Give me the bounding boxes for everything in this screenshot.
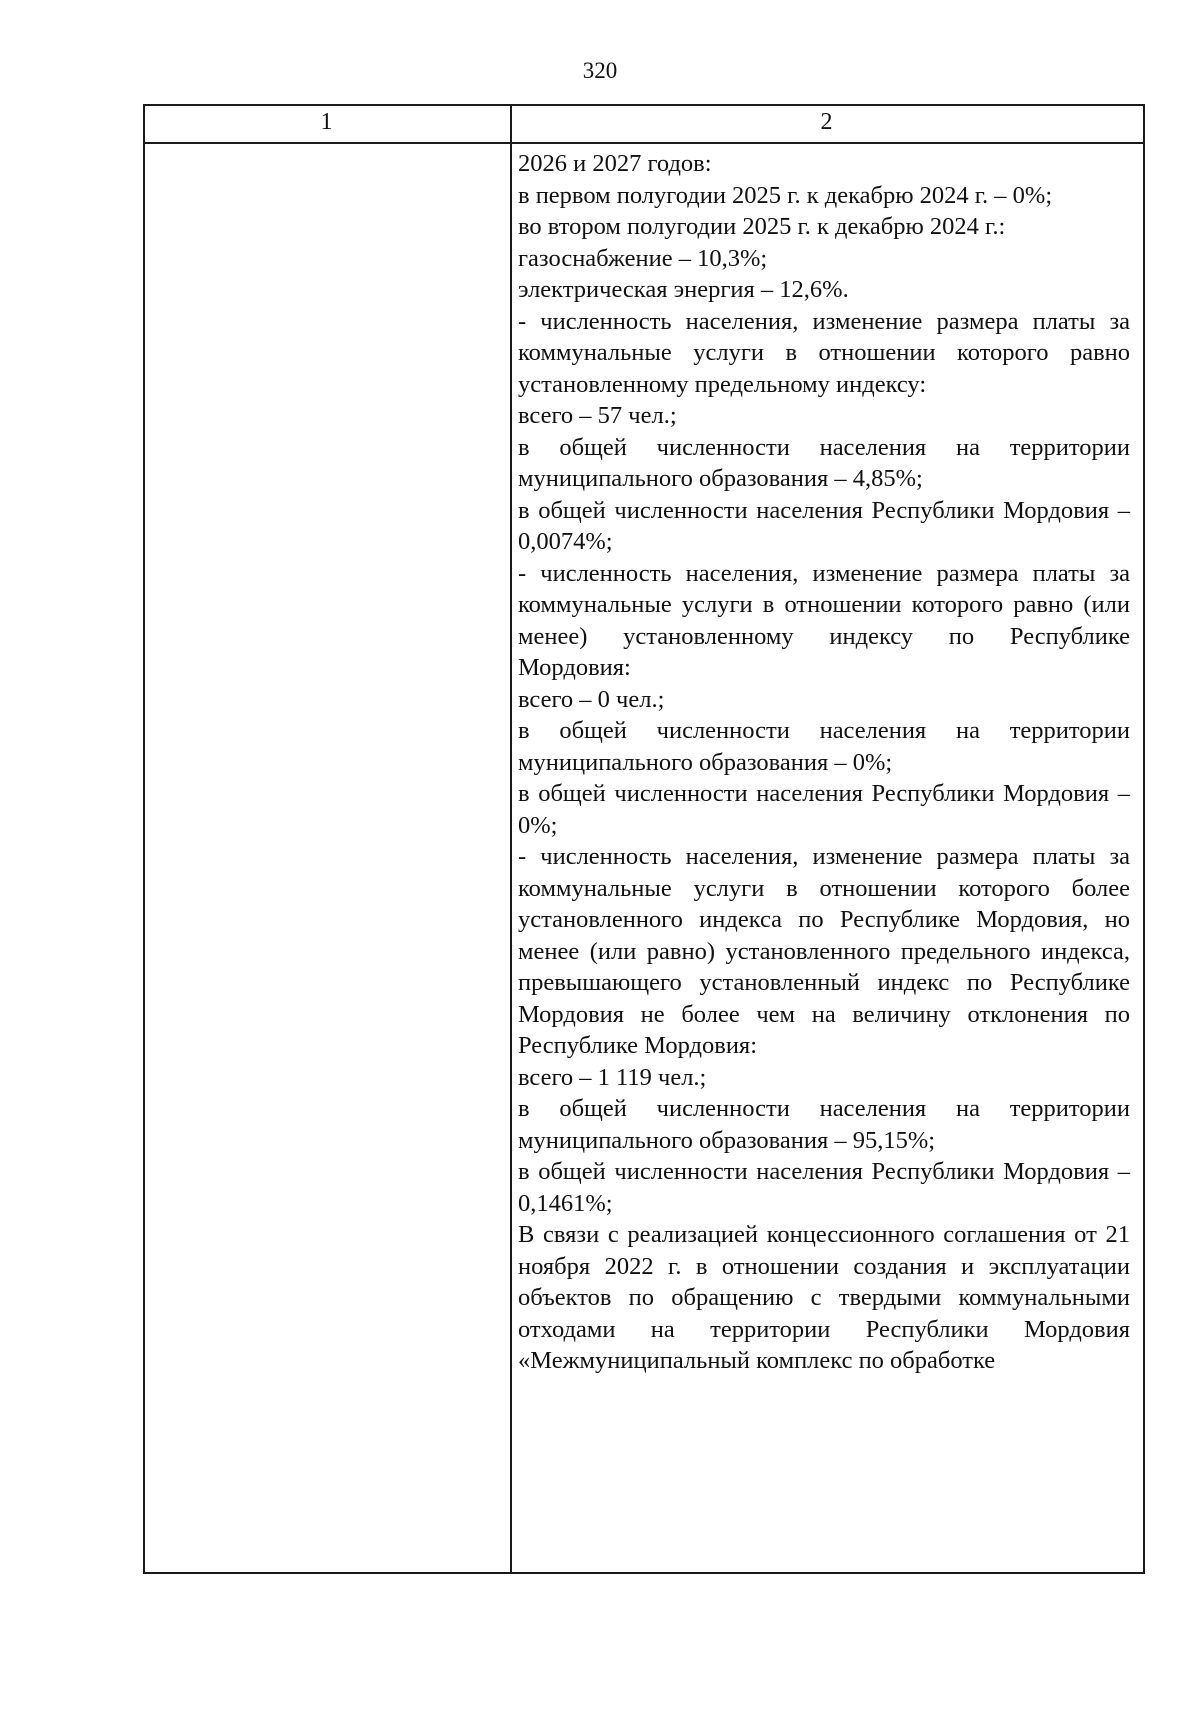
page-number: 320	[582, 58, 618, 83]
paragraph-share-republic-00074: в общей численности населения Республики Мордовия – 0,0074%;	[518, 496, 1130, 555]
paragraph-population-equal-index: - численность населения, изменение размера платы за коммунальные услуги в отношении которого равно (или менее) установленному индексу по Республике Мордовия:	[518, 559, 1130, 681]
column-2-text	[518, 148, 1130, 1377]
column-header-1: 1	[320, 109, 333, 135]
paragraph-total-1119: всего – 1 119 чел.;	[518, 1063, 707, 1091]
paragraph-years: 2026 и 2027 годов:	[518, 150, 712, 177]
paragraph-total-57: всего – 57 чел.;	[518, 402, 677, 429]
paragraph-concession-agreement: В связи с реализацией концессионного соглашения от 21 ноября 2022 г. в отношении создания и эксплуатации объектов по обращению с твердыми коммунальными отходами на территории Республики Мордовия «Межмуниципальный комплекс по обработке	[518, 1221, 1130, 1374]
paragraph-share-municipal-9515: в общей численности населения на территории муниципального образования – 95,15%;	[518, 1095, 1130, 1154]
paragraph-second-half-2025: во втором полугодии 2025 г. к декабрю 2024 г.:	[518, 213, 1006, 240]
document-table	[143, 104, 1143, 1572]
column-header-2: 2	[820, 109, 833, 135]
table-header-row	[143, 104, 1143, 144]
paragraph-total-0: всего – 0 чел.;	[518, 685, 665, 713]
paragraph-population-above-index: - численность населения, изменение размера платы за коммунальные услуги в отношении которого более установленного индекса по Республике Мордовия, но менее (или равно) установленного предельного индекса, превышающего установленный индекс по Республике Мордовия не более чем на величину отклонения по Республике Мордовия:	[518, 843, 1130, 1059]
paragraph-gas-supply: газоснабжение – 10,3%;	[518, 244, 768, 272]
paragraph-share-municipal-0: в общей численности населения на территории муниципального образования – 0%;	[518, 717, 1130, 776]
paragraph-share-republic-01461: в общей численности населения Республики Мордовия – 0,1461%;	[518, 1158, 1130, 1217]
paragraph-electricity: электрическая энергия – 12,6%.	[518, 276, 849, 303]
table-column-1	[143, 104, 512, 1574]
paragraph-population-equal-limit: - численность населения, изменение размера платы за коммунальные услуги в отношении которого равно установленному предельному индексу:	[518, 307, 1130, 398]
paragraph-first-half-2025: в первом полугодии 2025 г. к декабрю 2024 г. – 0%;	[518, 181, 1053, 209]
paragraph-share-municipal-485: в общей численности населения на территории муниципального образования – 4,85%;	[518, 433, 1130, 492]
paragraph-share-republic-0: в общей численности населения Республики Мордовия – 0%;	[518, 780, 1130, 839]
